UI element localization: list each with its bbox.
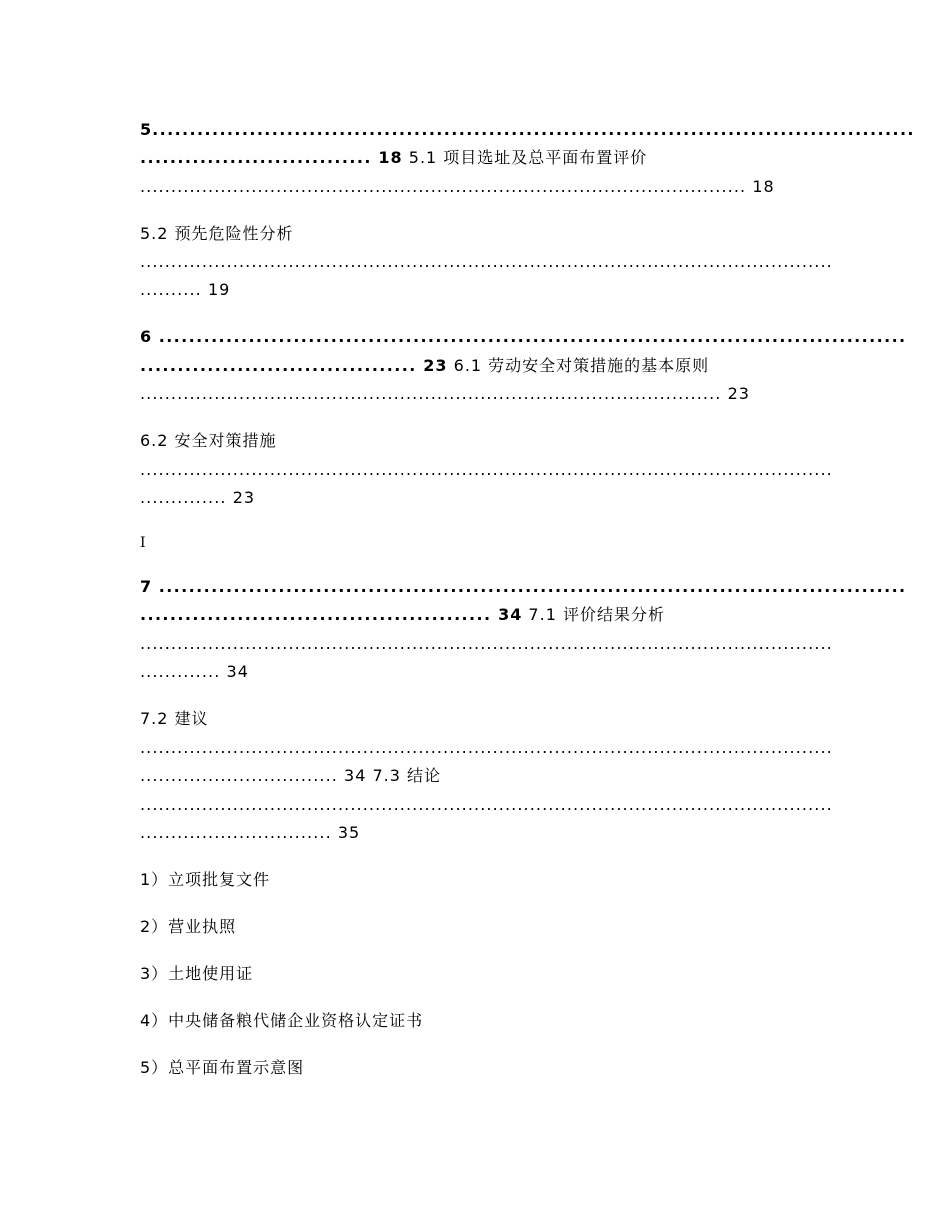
toc-chapter-6-line1[interactable] <box>140 327 907 347</box>
toc-leader: .................................................................................................... <box>158 577 907 596</box>
toc-chapter-7-page: 34 <box>498 605 523 624</box>
toc-leader: .............................................................................................. <box>140 384 722 403</box>
toc-section-5-2-page-line[interactable] <box>140 280 810 300</box>
toc-leader: ............................... <box>140 148 372 167</box>
toc-leader: ...................................................................................................... <box>152 120 915 139</box>
toc-chapter-5-line2[interactable] <box>140 148 810 168</box>
toc-leader: ................................................................................................................ <box>140 795 833 814</box>
toc-section-5-1-line[interactable] <box>140 177 810 197</box>
toc-leader: ................................................................................................................ <box>140 252 833 271</box>
toc-chapter-5-line1[interactable] <box>140 120 915 140</box>
page-number-roman: I <box>140 535 146 551</box>
toc-chapter-5-page: 18 <box>378 148 403 167</box>
toc-section-6-1-title: 6.1 劳动安全对策措施的基本原则 <box>453 356 710 375</box>
toc-chapter-6-line2[interactable] <box>140 356 810 376</box>
toc-section-7-1-page: 34 <box>226 662 249 681</box>
attachment-item[interactable]: 2）营业执照 <box>140 917 237 936</box>
toc-leader: ..................................... <box>140 356 417 375</box>
toc-section-7-1-page-line[interactable] <box>140 662 810 682</box>
toc-chapter-5-number: 5 <box>140 120 153 139</box>
toc-section-7-1-title: 7.1 评价结果分析 <box>528 605 665 624</box>
attachment-item[interactable]: 3）土地使用证 <box>140 964 254 983</box>
toc-section-7-2-leader-line <box>140 738 833 758</box>
toc-section-7-3-title: 7.3 结论 <box>372 766 442 785</box>
toc-chapter-7-line1[interactable] <box>140 577 907 597</box>
toc-section-6-2-page: 23 <box>232 488 256 507</box>
toc-section-6-1-page: 23 <box>727 384 750 403</box>
toc-chapter-7-number: 7 <box>140 577 153 596</box>
toc-leader: .................................................................................................... <box>158 327 907 346</box>
toc-section-5-2-page: 19 <box>207 280 231 299</box>
toc-chapter-6-number: 6 <box>140 327 153 346</box>
toc-leader: ............................... <box>140 823 332 842</box>
toc-chapter-6-page: 23 <box>423 356 448 375</box>
toc-section-7-3-page: 35 <box>337 823 361 842</box>
toc-section-7-2-title[interactable]: 7.2 建议 <box>140 709 209 728</box>
toc-leader: ................................................................................................................ <box>140 634 833 653</box>
toc-section-6-1-line[interactable] <box>140 384 810 404</box>
toc-leader: ............................................... <box>140 605 492 624</box>
toc-section-5-1-page: 18 <box>752 177 775 196</box>
toc-section-7-2-page-line[interactable] <box>140 766 810 786</box>
toc-section-5-2-title[interactable]: 5.2 预先危险性分析 <box>140 224 294 243</box>
toc-section-6-2-page-line[interactable] <box>140 488 810 508</box>
toc-section-7-3-page-line[interactable] <box>140 823 810 843</box>
toc-section-5-2-leader-line <box>140 252 833 272</box>
toc-leader: ............. <box>140 662 221 681</box>
toc-leader: ................................................................................................................ <box>140 460 833 479</box>
toc-leader: .................................................................................................. <box>140 177 747 196</box>
toc-leader: .............. <box>140 488 227 507</box>
toc-chapter-7-line2[interactable] <box>140 605 810 625</box>
toc-leader: ................................................................................................................ <box>140 738 833 757</box>
attachment-item[interactable]: 5）总平面布置示意图 <box>140 1058 305 1077</box>
toc-leader: ................................ <box>140 766 338 785</box>
toc-section-6-2-title[interactable]: 6.2 安全对策措施 <box>140 431 277 450</box>
toc-leader: .......... <box>140 280 202 299</box>
toc-section-7-1-leader-line <box>140 634 833 654</box>
toc-section-5-1-title: 5.1 项目选址及总平面布置评价 <box>408 148 648 167</box>
toc-section-7-3-leader-line <box>140 795 833 815</box>
toc-section-6-2-leader-line <box>140 460 833 480</box>
attachment-item[interactable]: 1）立项批复文件 <box>140 870 271 889</box>
toc-section-7-2-page: 34 <box>344 766 367 785</box>
attachment-item[interactable]: 4）中央储备粮代储企业资格认定证书 <box>140 1011 424 1030</box>
